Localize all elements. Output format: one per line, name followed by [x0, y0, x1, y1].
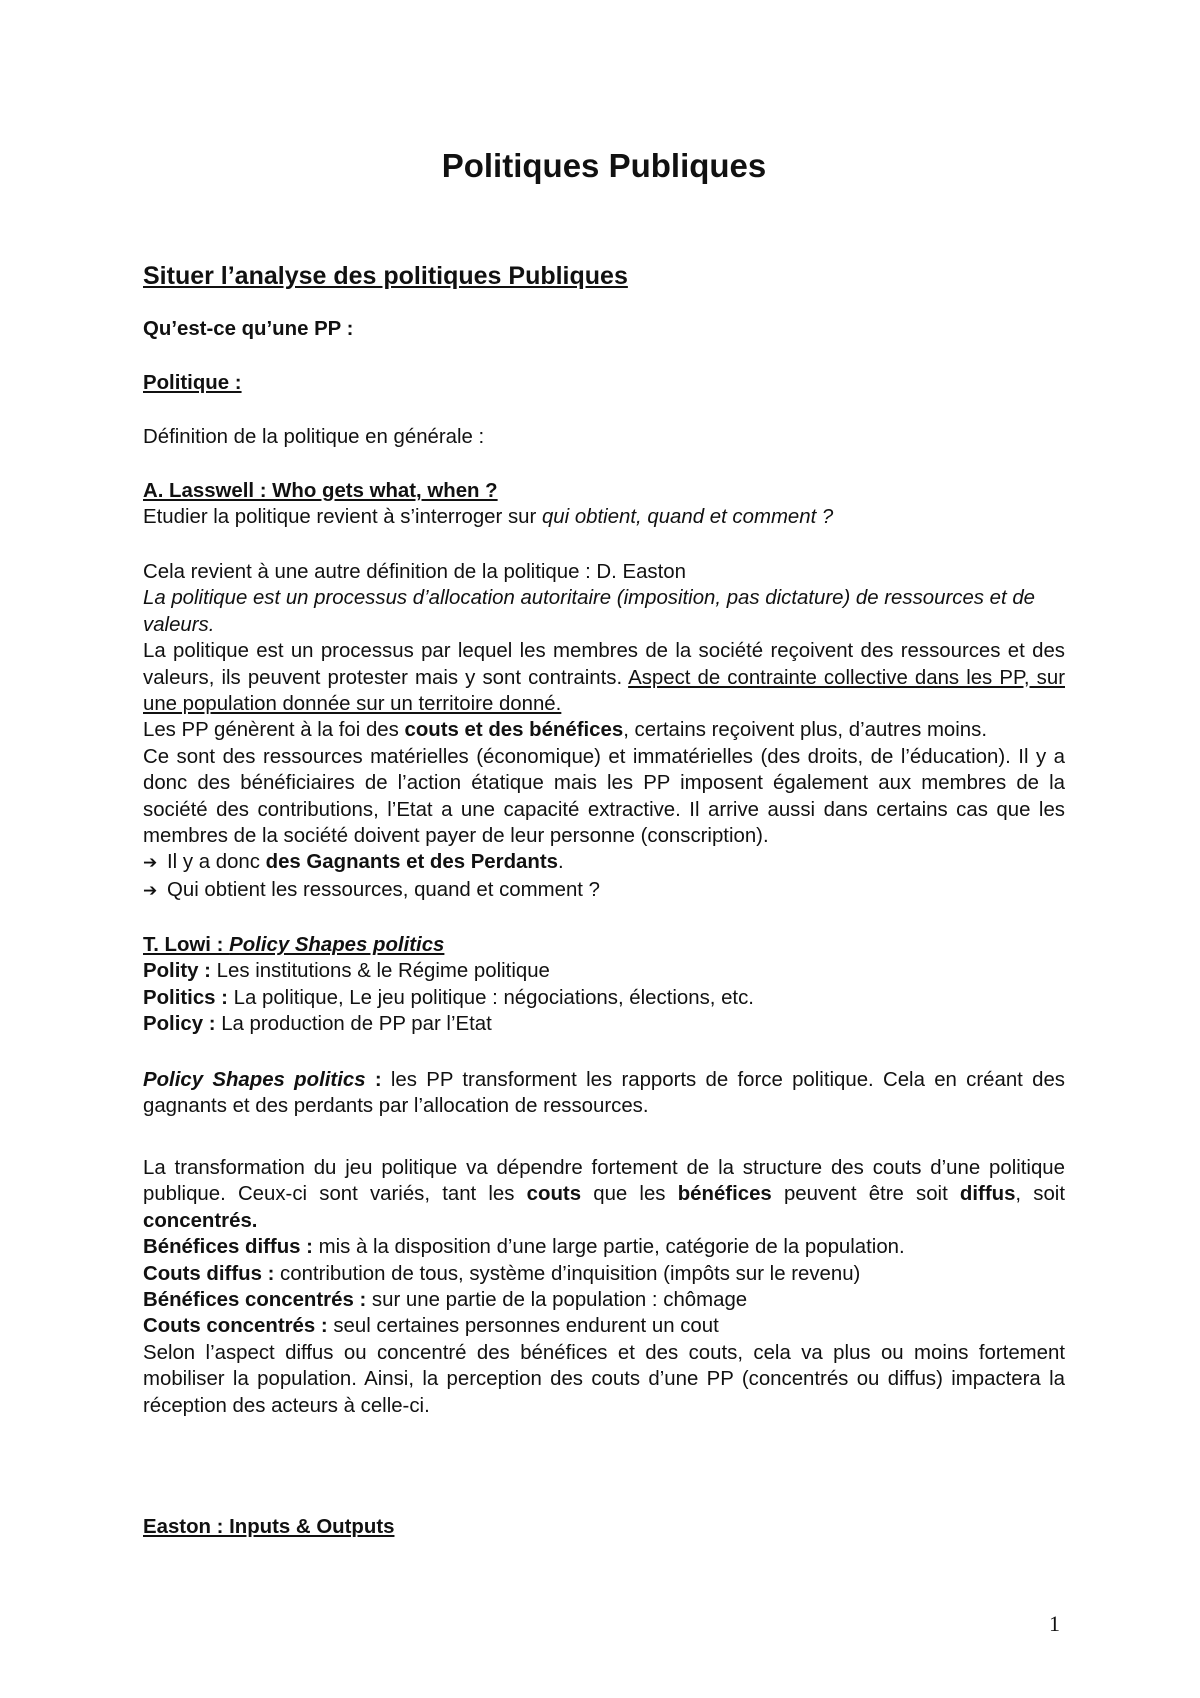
shapes-text: les PP transforment les rapports de force politique. Cela en créant des gagnants et des perdants par l’allocation de ressources. [143, 1069, 1065, 1118]
benef-diffus-text: mis à la disposition d’une large partie, catégorie de la population. [312, 1236, 905, 1259]
b1: couts [526, 1183, 582, 1206]
lasswell-block [143, 478, 1065, 531]
benefices-concentres-line [143, 1287, 1065, 1313]
politics-line [143, 985, 1065, 1011]
benefices-diffus-line [143, 1234, 1065, 1260]
lowi-block [143, 932, 1065, 1038]
transformation-paragraph [143, 1155, 1065, 1234]
policy-shapes-paragraph [143, 1067, 1065, 1120]
couts-benefices-line [143, 717, 1065, 743]
section-heading: Situer l’analyse des politiques Publiques [143, 262, 628, 290]
t1: La transformation du jeu politique va dépendre fortement de la structure des couts d’une politique publique. Ceux-ci sont variés, tant les [143, 1157, 1065, 1206]
easton-line: Cela revient à une autre définition de la politique : D. Easton [143, 561, 686, 583]
arrow-line-1 [143, 849, 1065, 876]
shapes-label: Policy Shapes politics [143, 1069, 366, 1091]
arrow-right-icon: ➔ [143, 853, 158, 874]
lasswell-heading: A. Lasswell : Who gets what, when ? [143, 480, 498, 502]
couts-conc-label: Couts concentrés : [143, 1315, 328, 1338]
b2: bénéfices [677, 1183, 772, 1206]
arrow-line-2 [143, 877, 1065, 904]
couts-conc-text: seul certaines personnes endurent un cout [327, 1315, 719, 1338]
easton-definition-block [143, 559, 1065, 904]
couts-diffus-label: Couts diffus : [143, 1262, 275, 1285]
shapes-colon: : [365, 1069, 382, 1091]
lowi-heading-italic: Policy Shapes politics [229, 934, 445, 956]
lasswell-text-italic: qui obtient, quand et comment ? [541, 506, 834, 529]
benef-conc-text: sur une partie de la population : chômage [366, 1289, 748, 1312]
polity-text: Les institutions & le Régime politique [210, 960, 550, 983]
t4: , soit [1015, 1183, 1065, 1206]
transformation-block [143, 1155, 1065, 1419]
b4: concentrés. [143, 1209, 258, 1232]
couts-diffus-text: contribution de tous, système d’inquisition (impôts sur le revenu) [274, 1262, 861, 1285]
lasswell-text-start: Etudier la politique revient à s’interroger sur [143, 506, 542, 529]
easton-io-heading: Easton : Inputs & Outputs [143, 1516, 395, 1538]
benef-conc-label: Bénéfices concentrés : [143, 1289, 367, 1312]
policy-text: La production de PP par l’Etat [215, 1013, 492, 1036]
document-title: Politiques Publiques [441, 147, 767, 184]
line-b-bold: couts et des bénéfices [404, 719, 624, 742]
closing-paragraph: Selon l’aspect diffus ou concentré des bénéfices et des couts, cela va plus ou moins fortement mobiliser la population. Ainsi, la perception des couts d’une PP (concentrés ou diffus) impactera la réception des acteurs à celle-ci. [143, 1341, 1065, 1417]
definition-line: Définition de la politique en générale : [143, 426, 485, 448]
b3: diffus [959, 1183, 1016, 1206]
question-pp: Qu’est-ce qu’une PP : [143, 318, 354, 340]
politics-text: La politique, Le jeu politique : négociations, élections, etc. [227, 986, 754, 1009]
line-c: , certains reçoivent plus, d’autres moins. [623, 719, 987, 742]
policy-line [143, 1011, 1065, 1037]
couts-diffus-line [143, 1261, 1065, 1287]
easton-para-underlined: Aspect de contrainte collective dans les PP, sur une population donnée sur un territoire donné. [143, 666, 1065, 716]
polity-line [143, 958, 1065, 984]
arrow2-text: Qui obtient les ressources, quand et comment ? [167, 878, 600, 901]
arrow1-end: . [557, 851, 564, 874]
lowi-heading-plain: T. Lowi : [143, 934, 230, 956]
politics-label: Politics : [143, 986, 228, 1009]
resources-paragraph: Ce sont des ressources matérielles (économique) et immatérielles (des droits, de l’éducation). Il y a donc des bénéficiaires de l’action étatique mais les PP imposent également aux membres de la société des contributions, l’Etat a une capacité extractive. Il arrive aussi dans certains cas que les membres de la société doivent payer de leur personne (conscription). [143, 745, 1065, 848]
arrow-right-icon: ➔ [143, 880, 158, 901]
policy-label: Policy : [143, 1013, 216, 1036]
couts-concentres-line [143, 1313, 1065, 1339]
arrow1-bold: des Gagnants et des Perdants [265, 851, 558, 874]
easton-italic-definition: La politique est un processus d’allocation autoritaire (imposition, pas dictature) de ressources et de valeurs. [143, 587, 1036, 636]
easton-para-start: La politique est un processus par lequel les membres de la société reçoivent des ressources et des valeurs, ils peuvent protester mais y sont contraints. [143, 640, 1065, 689]
politique-heading: Politique : [143, 372, 242, 394]
arrow1-start: Il y a donc [167, 851, 266, 874]
polity-label: Polity : [143, 960, 211, 983]
lowi-heading [143, 932, 1065, 958]
line-a: Les PP génèrent à la foi des [143, 719, 405, 742]
page-number: 1 [1049, 1611, 1060, 1636]
t2: que les [581, 1183, 678, 1206]
easton-paragraph [143, 638, 1065, 717]
benef-diffus-label: Bénéfices diffus : [143, 1236, 313, 1259]
t3: peuvent être soit [771, 1183, 960, 1206]
lasswell-text [143, 504, 1065, 530]
